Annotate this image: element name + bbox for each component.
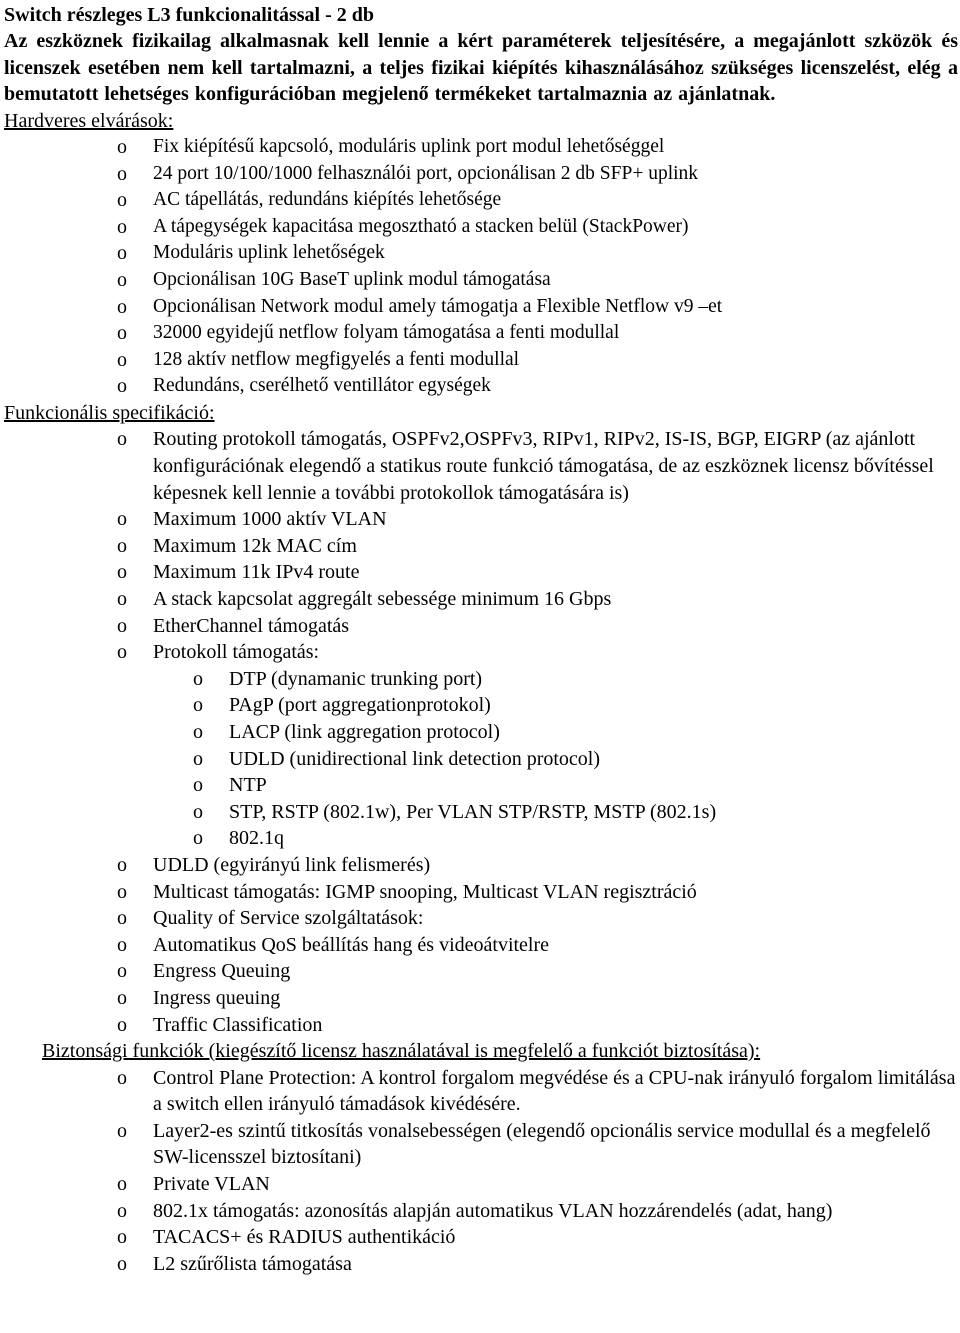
list-item-text: Moduláris uplink lehetőségek (153, 242, 385, 264)
list-item-text: Traffic Classification (153, 1013, 323, 1036)
bullet-marker: o (117, 268, 127, 291)
list-item (4, 320, 958, 347)
list-item (4, 373, 958, 400)
list-item (4, 187, 958, 214)
list-item-text: EtherChannel támogatás (153, 614, 350, 637)
list-item (4, 240, 958, 267)
functional-heading: Funkcionális specifikáció: (4, 401, 215, 424)
list-item-text: 32000 egyidejű netflow folyam támogatása a fenti modullal (153, 322, 620, 344)
bullet-marker: o (117, 375, 127, 398)
list-item-text: Ingress queuing (153, 986, 281, 1009)
list-item-text: Layer2-es szintű titkosítás vonalsebességen (elegendő opcionális service modullal és a megfelelő SW-licensszel biztosítani) (153, 1119, 931, 1169)
bullet-marker: o (117, 215, 127, 238)
list-item-text: L2 szűrőlista támogatása (153, 1252, 352, 1275)
security-heading: Biztonsági funkciók (kiegészítő licensz használatával is megfelelő a funkciót biztosítása): (42, 1040, 761, 1063)
list-item (4, 1065, 958, 1118)
bullet-marker: o (117, 1199, 127, 1222)
list-item-text: Routing protokoll támogatás, OSPFv2,OSPFv3, RIPv1, RIPv2, IS-IS, BGP, EIGRP (az ajánlott konfigurációnak elegendő a statikus route funkció támogatása, de az eszköznek licensz bővítéssel képesnek kell lennie a további protokollok támogatására is) (153, 428, 934, 504)
bullet-marker: o (117, 322, 127, 345)
bullet-marker: o (117, 880, 127, 903)
list-item (4, 1171, 958, 1198)
bullet-marker: o (117, 295, 127, 318)
bullet-marker: o (193, 800, 203, 823)
list-item-text: Maximum 1000 aktív VLAN (153, 508, 387, 531)
list-item-text: NTP (229, 774, 267, 797)
list-item-text: Opcionálisan 10G BaseT uplink modul támogatása (153, 268, 551, 290)
bullet-marker: o (117, 534, 127, 557)
bullet-marker: o (117, 348, 127, 371)
list-item (4, 1012, 958, 1039)
bullet-marker: o (117, 960, 127, 983)
list-item (4, 613, 958, 640)
list-item-text: Maximum 11k IPv4 route (153, 561, 360, 584)
document (4, 0, 958, 1277)
bullet-marker: o (117, 1066, 127, 1089)
list-item-text: TACACS+ és RADIUS authentikáció (153, 1226, 456, 1249)
list-item (4, 719, 958, 746)
list-item-text: A stack kapcsolat aggregált sebessége minimum 16 Gbps (153, 588, 612, 610)
list-item (4, 639, 958, 666)
hardware-list (4, 134, 958, 400)
functional-list-b (4, 852, 958, 1038)
list-item (4, 905, 958, 932)
list-item (4, 506, 958, 533)
list-item-text: Private VLAN (153, 1172, 270, 1195)
list-item-text: STP, RSTP (802.1w), Per VLAN STP/RSTP, MSTP (802.1s) (229, 800, 717, 823)
list-item (4, 426, 958, 506)
hardware-heading: Hardveres elvárások: (4, 109, 174, 132)
bullet-marker: o (117, 1172, 127, 1195)
list-item (4, 746, 958, 773)
list-item-text: 802.1q (229, 827, 284, 850)
list-item (4, 1118, 958, 1171)
list-item-text: A tápegységek kapacitása megosztható a stacken belül (StackPower) (153, 215, 689, 237)
bullet-marker: o (117, 641, 127, 664)
intro-paragraph: Az eszköznek fizikailag alkalmasnak kell lennie a kért paraméterek teljesítésére, a megajánlott szközök és licenszek esetében nem kell tartalmazni, a teljes fizikai kiépítés kihasználásához szükséges licenszelést, elég a bemutatott lehetséges konfigurációban megjelenő termékeket tartalmaznia az ajánlatnak. (4, 30, 958, 105)
bullet-marker: o (117, 428, 127, 451)
list-item (4, 267, 958, 294)
list-item (4, 347, 958, 374)
list-item-text: Maximum 12k MAC cím (153, 534, 357, 557)
list-item-text: Multicast támogatás: IGMP snooping, Multicast VLAN regisztráció (153, 880, 697, 903)
bullet-marker: o (117, 614, 127, 637)
list-item-text: Protokoll támogatás: (153, 641, 320, 664)
list-item (4, 799, 958, 826)
bullet-marker: o (117, 588, 127, 610)
list-item-text: Quality of Service szolgáltatások: (153, 907, 424, 930)
list-item-text: LACP (link aggregation protocol) (229, 720, 500, 743)
bullet-marker: o (117, 242, 127, 265)
list-item (4, 772, 958, 799)
list-item-text: Automatikus QoS beállítás hang és videoátvitelre (153, 933, 550, 956)
list-item (4, 666, 958, 693)
bullet-marker: o (117, 986, 127, 1009)
bullet-marker: o (117, 1119, 127, 1142)
bullet-marker: o (117, 907, 127, 930)
bullet-marker: o (117, 933, 127, 956)
functional-list-a (4, 426, 958, 665)
list-item-text: 802.1x támogatás: azonosítás alapján automatikus VLAN hozzárendelés (adat, hang) (153, 1199, 833, 1222)
bullet-marker: o (193, 747, 203, 770)
list-item (4, 692, 958, 719)
bullet-marker: o (117, 189, 127, 212)
protocol-list (4, 666, 958, 852)
list-item-text: AC tápellátás, redundáns kiépítés lehetősége (153, 189, 502, 211)
bullet-marker: o (117, 136, 127, 158)
list-item-text: Engress Queuing (153, 960, 291, 983)
list-item (4, 533, 958, 560)
list-item (4, 1198, 958, 1225)
list-item (4, 879, 958, 906)
bullet-marker: o (117, 162, 127, 185)
list-item (4, 1224, 958, 1251)
bullet-marker: o (117, 1013, 127, 1036)
list-item-text: PAgP (port aggregationprotokol) (229, 694, 491, 717)
list-item-text: DTP (dynamanic trunking port) (229, 667, 483, 690)
bullet-marker: o (193, 827, 203, 850)
list-item (4, 294, 958, 321)
bullet-marker: o (193, 694, 203, 717)
bullet-marker: o (117, 853, 127, 876)
list-item (4, 852, 958, 879)
list-item (4, 161, 958, 188)
bullet-marker: o (117, 508, 127, 531)
list-item-text: UDLD (unidirectional link detection protocol) (229, 747, 601, 770)
bullet-marker: o (193, 774, 203, 797)
list-item (4, 932, 958, 959)
list-item (4, 1251, 958, 1278)
bullet-marker: o (117, 561, 127, 584)
security-list (4, 1065, 958, 1278)
list-item-text: 24 port 10/100/1000 felhasználói port, opcionálisan 2 db SFP+ uplink (153, 162, 699, 184)
list-item-text: Redundáns, cserélhető ventillátor egységek (153, 375, 491, 397)
list-item-text: Opcionálisan Network modul amely támogatja a Flexible Netflow v9 –et (153, 295, 723, 317)
list-item-text: Fix kiépítésű kapcsoló, moduláris uplink port modul lehetőséggel (153, 136, 665, 157)
bullet-marker: o (117, 1226, 127, 1249)
list-item-text: Control Plane Protection: A kontrol forgalom megvédése és a CPU-nak irányuló forgalom limitálása a switch ellen irányuló támadások kivédésére. (153, 1066, 956, 1116)
list-item (4, 586, 958, 613)
list-item (4, 958, 958, 985)
list-item (4, 825, 958, 852)
list-item (4, 214, 958, 241)
list-item (4, 134, 958, 161)
bullet-marker: o (117, 1252, 127, 1275)
bullet-marker: o (193, 667, 203, 690)
list-item-text: UDLD (egyirányú link felismerés) (153, 853, 431, 876)
document-title: Switch részleges L3 funkcionalitással - 2 db (4, 4, 375, 26)
list-item (4, 559, 958, 586)
list-item (4, 985, 958, 1012)
bullet-marker: o (193, 720, 203, 743)
list-item-text: 128 aktív netflow megfigyelés a fenti modullal (153, 348, 520, 370)
